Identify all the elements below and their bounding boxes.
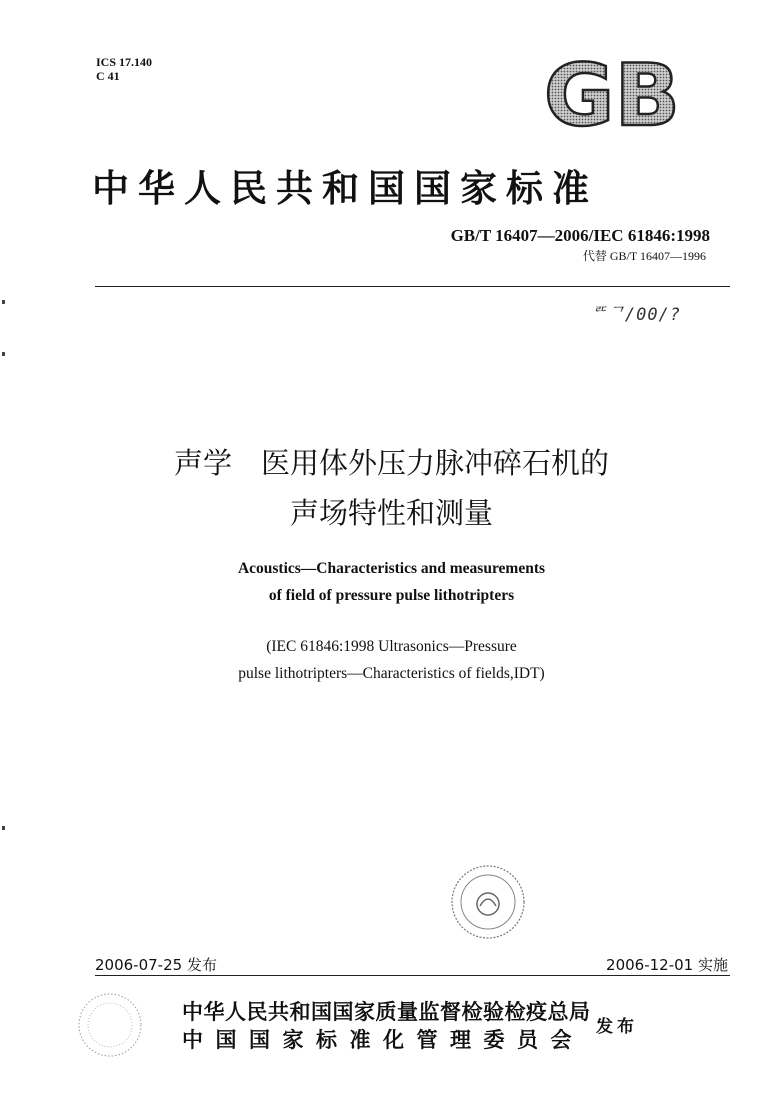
- gb-logo-icon: [536, 55, 689, 131]
- ccs-code: C 41: [96, 69, 120, 83]
- iec-title-line2: pulse lithotripters—Characteristics of fields,IDT): [238, 665, 545, 682]
- english-title: [0, 555, 783, 609]
- english-title-line1: Acoustics—Characteristics and measurements: [237, 560, 546, 577]
- scan-edge-mark: [2, 826, 5, 830]
- standard-category-title: 中华人民共和国国家标准: [92, 167, 598, 210]
- english-title-line2: of field of pressure pulse lithotripters: [268, 587, 515, 604]
- chinese-title-line1: 声学 医用体外压力脉冲碎石机的: [173, 446, 609, 480]
- issuer-sac: 中国国家标准化管理委员会: [182, 1028, 584, 1052]
- chinese-title: [0, 438, 783, 538]
- iec-equivalent-title: [0, 633, 783, 687]
- issue-date: 2006-07-25 发布: [95, 956, 217, 974]
- svg-text:GB: GB: [543, 55, 681, 131]
- ics-classification: [96, 55, 152, 83]
- implementation-date: 2006-12-01 实施: [606, 956, 728, 974]
- anti-counterfeit-seal-icon: [75, 990, 145, 1060]
- handwritten-number: ᄅᄃᄀ/00/?: [590, 305, 682, 325]
- footer-divider: [95, 975, 730, 976]
- publish-label: 发布: [596, 1017, 638, 1037]
- scan-edge-mark: [2, 300, 5, 304]
- iec-title-line1: (IEC 61846:1998 Ultrasonics—Pressure: [266, 638, 517, 655]
- standard-number: GB/T 16407—2006/IEC 61846:1998: [450, 226, 710, 245]
- header-divider: [95, 286, 730, 287]
- chinese-title-line2: 声场特性和测量: [289, 496, 493, 530]
- scan-edge-mark: [2, 352, 5, 356]
- issuer-aqsiq: 中华人民共和国国家质量监督检验检疫总局: [182, 1000, 591, 1024]
- certification-seal-icon: [448, 862, 528, 942]
- replaces-standard: 代替 GB/T 16407—1996: [582, 249, 706, 263]
- ics-code: ICS 17.140: [96, 55, 153, 69]
